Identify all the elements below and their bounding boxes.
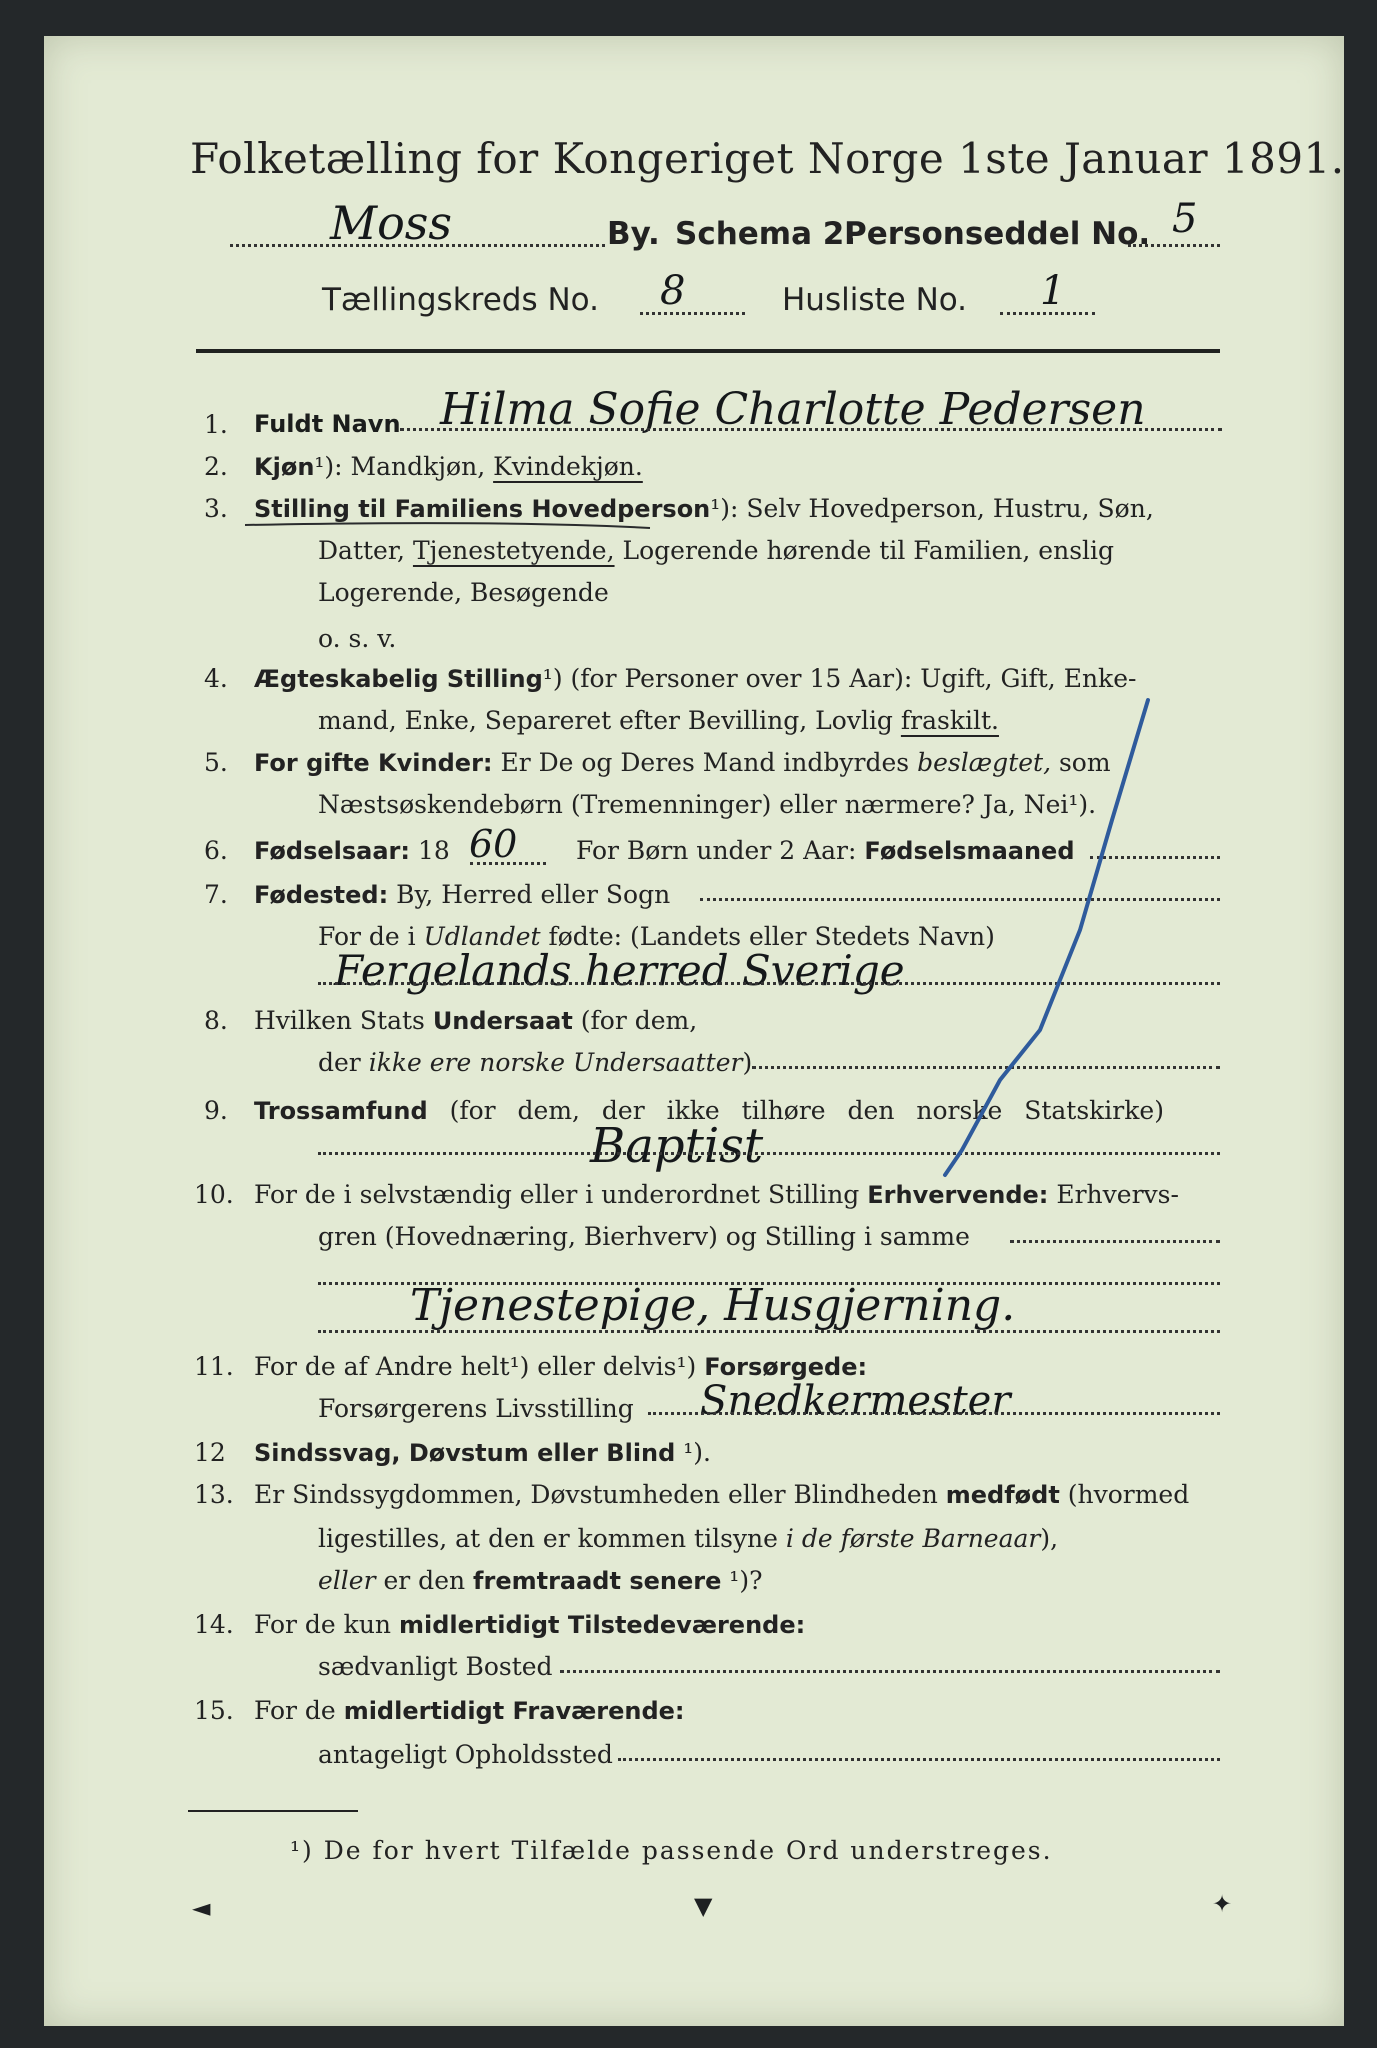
fuldt-navn-label: Fuldt Navn: [254, 410, 401, 438]
fodselsaar-label: Fødselsaar:: [254, 837, 410, 865]
stilling-options-2a: Datter,: [318, 536, 413, 565]
forsorgede-line-2: Forsørgerens Livsstilling: [318, 1394, 634, 1423]
sindssvag-label: Sindssvag, Døvstum eller Blind: [254, 1439, 676, 1467]
row-5-number: 5.: [204, 748, 228, 777]
kjon-selected: Kvindekjøn.: [493, 452, 643, 481]
row-10-number: 10.: [194, 1180, 234, 1209]
aegteskab-text-a: ¹) (for Personer over 15 Aar):: [542, 664, 921, 693]
trossamfund-label: Trossamfund: [254, 1097, 428, 1125]
fravaerende-line-2: antageligt Opholdssted: [318, 1740, 613, 1769]
aegteskab-fraskilt: fraskilt.: [900, 706, 999, 735]
gifte-text-italic: beslægtet,: [917, 748, 1052, 777]
row-2-number: 2.: [204, 452, 228, 481]
row-1-number: 1.: [204, 410, 228, 439]
undersaat-text-a: Hvilken Stats: [254, 1006, 433, 1035]
gifte-text-a: Er De og Deres Mand indbyrdes: [492, 748, 918, 777]
kreds-number: 8: [660, 268, 686, 314]
medfodt-label: medfødt: [945, 1481, 1060, 1509]
city-handwritten: Moss: [330, 196, 453, 250]
blue-check-stroke: [945, 700, 1148, 1175]
medfodt-senere-label: fremtraadt senere: [473, 1567, 722, 1595]
stilling-line-4: o. s. v.: [318, 624, 397, 653]
forsorgede-text: For de af Andre helt¹) eller delvis¹): [254, 1352, 705, 1381]
fravaerende-text: For de: [254, 1696, 344, 1725]
undersaat-label: Undersaat: [432, 1007, 573, 1035]
schema-label: Schema 2.: [675, 216, 857, 252]
row-11-number: 11.: [194, 1352, 234, 1381]
forsorgede-label: Forsørgede:: [704, 1353, 868, 1381]
medfodt-line2-a: ligestilles, at den er kommen tilsyne: [318, 1524, 786, 1553]
erhverv-label: Erhvervende:: [867, 1181, 1049, 1209]
fodested-label: Fødested:: [254, 881, 389, 909]
register-mark-right-icon: ✦: [1212, 1890, 1233, 1918]
husliste-label: Husliste No.: [782, 282, 968, 318]
erhverv-text-a: For de i selvstændig eller i underordnet Stilling: [254, 1180, 868, 1209]
medfodt-text-b: (hvormed: [1059, 1480, 1190, 1509]
sindssvag-text: ¹).: [675, 1438, 711, 1467]
fodselsmaaned-label: Fødselsmaaned: [864, 837, 1075, 865]
medfodt-line2-b: ),: [1040, 1524, 1059, 1553]
kjon-label: Kjøn: [254, 453, 315, 481]
trossamfund-text: (for dem, der ikke tilhøre den norske Statskirke): [427, 1096, 1164, 1125]
gifte-text-b: som: [1051, 748, 1111, 777]
tilstede-text: For de kun: [254, 1610, 399, 1639]
stilling-options-2b: Logerende hørende til Familien, enslig: [614, 536, 1115, 565]
row-9-number: 9.: [204, 1096, 228, 1125]
fodselsaar-value: 60: [469, 822, 518, 866]
personseddel-number: 5: [1172, 196, 1198, 242]
row-14-number: 14.: [194, 1610, 234, 1639]
personseddel-label: Personseddel No.: [844, 216, 1151, 252]
gifte-label: For gifte Kvinder:: [254, 749, 493, 777]
aegteskab-label: Ægteskabelig Stilling: [254, 665, 543, 693]
fodested-line2-a: For de i: [318, 922, 424, 951]
medfodt-text-a: Er Sindssygdommen, Døvstumheden eller Blindheden: [254, 1480, 946, 1509]
fuldt-navn-value: Hilma Sofie Charlotte Pedersen: [440, 384, 1146, 435]
tilstede-label: midlertidigt Tilstedeværende:: [398, 1611, 806, 1639]
row-13-number: 13.: [194, 1480, 234, 1509]
stilling-selected: Tjenestetyende,: [412, 536, 615, 565]
fodselsaar-prefix: 18: [410, 836, 450, 865]
row-12-number: 12: [194, 1438, 226, 1467]
aegteskab-text-b: Gift, Enke-: [992, 664, 1137, 693]
fodselsmaaned-text: For Børn under 2 Aar:: [576, 836, 865, 865]
row-15-number: 15.: [194, 1696, 234, 1725]
kjon-options: ¹): Mandkjøn,: [314, 452, 494, 481]
row-8-number: 8.: [204, 1006, 228, 1035]
register-mark-center-icon: ▼: [694, 1892, 713, 1920]
fodested-text: By, Herred eller Sogn: [388, 880, 671, 909]
by-label: By.: [607, 216, 660, 252]
stilling-options-1: ¹): Selv Hovedperson, Hustru, Søn,: [710, 494, 1154, 523]
row-7-number: 7.: [204, 880, 228, 909]
medfodt-line2-italic: i de første Barneaar: [785, 1524, 1041, 1553]
gifte-line-2: Næstsøskendebørn (Tremenninger) eller nærmere? Ja, Nei¹).: [318, 790, 1097, 819]
kreds-label: Tællingskreds No.: [322, 282, 599, 318]
fodested-value: Fergelands herred Sverige: [334, 946, 905, 995]
husliste-number: 1: [1040, 268, 1066, 314]
fodested-udlandet: Udlandet: [423, 922, 541, 951]
register-mark-left-icon: ◄: [192, 1894, 211, 1922]
medfodt-eller: eller: [318, 1566, 376, 1595]
aegteskab-ugift: Ugift,: [920, 664, 993, 693]
row-4-number: 4.: [204, 664, 228, 693]
forsorgede-value: Snedkermester: [700, 1378, 1011, 1424]
undersaat-line2-b: ): [742, 1048, 753, 1077]
undersaat-line2-italic: ikke ere norske Undersaatter: [368, 1048, 743, 1077]
stilling-label: Stilling til Familiens Hovedperson: [254, 495, 711, 523]
row-6-number: 6.: [204, 836, 228, 865]
ugift-mark-stroke: [245, 523, 650, 528]
erhverv-text-b: Erhvervs-: [1048, 1180, 1179, 1209]
row-3-number: 3.: [204, 494, 228, 523]
undersaat-text-b: (for dem,: [572, 1006, 698, 1035]
tilstede-line-2: sædvanligt Bosted: [318, 1652, 553, 1681]
medfodt-line3-c: ¹)?: [721, 1566, 763, 1595]
aegteskab-line2-text: mand, Enke, Separeret efter Bevilling, Lovlig: [318, 706, 901, 735]
footnote: ¹) De for hvert Tilfælde passende Ord understreges.: [290, 1836, 1053, 1865]
trossamfund-value: Baptist: [590, 1118, 764, 1174]
fodested-line2-b: fødte: (Landets eller Stedets Navn): [540, 922, 995, 951]
undersaat-line2-a: der: [318, 1048, 369, 1077]
form-title: Folketælling for Kongeriget Norge 1ste Januar 1891.: [190, 134, 1345, 183]
medfodt-line3-a: er den: [375, 1566, 474, 1595]
erhverv-line-2: gren (Hovednæring, Bierhverv) og Stilling i samme: [318, 1222, 970, 1251]
stilling-line-3: Logerende, Besøgende: [318, 578, 609, 607]
fravaerende-label: midlertidigt Fraværende:: [343, 1697, 685, 1725]
erhverv-value: Tjenestepige, Husgjerning.: [410, 1280, 1016, 1331]
